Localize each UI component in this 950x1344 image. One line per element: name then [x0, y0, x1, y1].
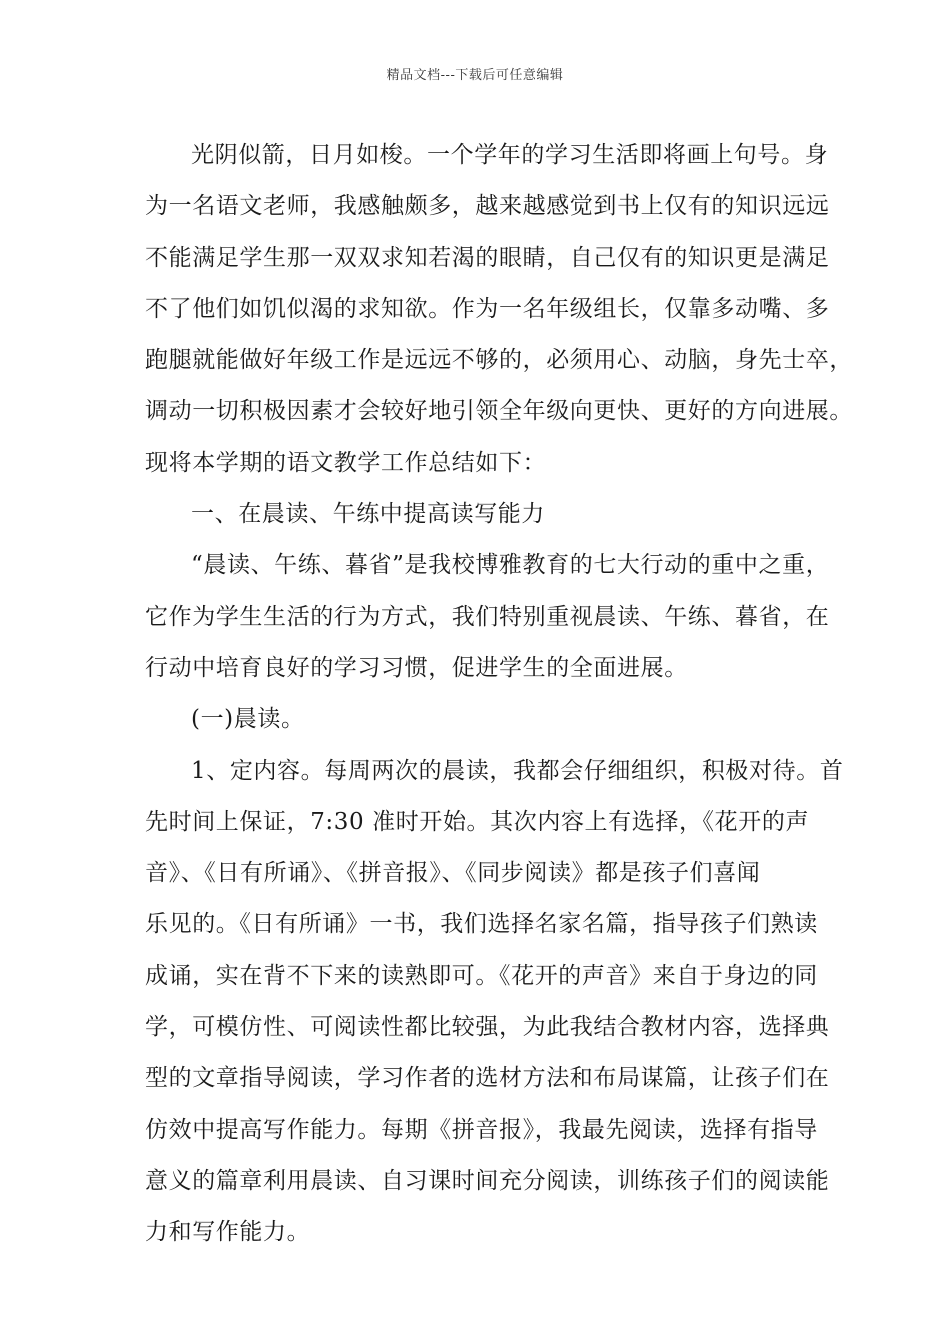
paragraph-line: 调动一切积极因素才会较好地引领全年级向更快、更好的方向进展。	[145, 398, 853, 425]
paragraph-line: “晨读、午练、暮省”是我校博雅教育的七大行动的重中之重，	[191, 552, 830, 579]
paragraph-line: 为一名语文老师，我感触颇多，越来越感觉到书上仅有的知识远远	[145, 193, 830, 220]
paragraph-line: 成诵，实在背不下来的读熟即可。《花开的声音》来自于身边的同	[145, 962, 818, 989]
paragraph-line: 型的文章指导阅读，学习作者的选材方法和布局谋篇，让孩子们在	[145, 1065, 830, 1092]
paragraph-line: 1、定内容。每周两次的晨读，我都会仔细组织，积极对待。首	[191, 757, 844, 784]
paragraph-line: 仿效中提高写作能力。每期《拼音报》，我最先阅读，选择有指导	[145, 1116, 818, 1143]
paragraph-line: 光阴似箭，日月如梭。一个学年的学习生活即将画上句号。身	[191, 142, 829, 168]
paragraph-line: 乐见的。《日有所诵》一书，我们选择名家名篇，指导孩子们熟读	[145, 911, 818, 938]
subsection-heading: (一)晨读。	[191, 706, 305, 733]
document-body	[145, 130, 853, 1259]
paragraph-line: 它作为学生生活的行为方式，我们特别重视晨读、午练、暮省，在	[145, 603, 830, 630]
paragraph-line: 行动中培育良好的学习习惯，促进学生的全面进展。	[145, 654, 688, 681]
paragraph-line: 先时间上保证，7:30 准时开始。其次内容上有选择，《花开的声	[145, 808, 810, 835]
paragraph-line: 音》、《日有所诵》、《拼音报》、《同步阅读》都是孩子们喜闻	[145, 860, 761, 887]
section-heading: 一、在晨读、午练中提高读写能力	[191, 501, 545, 528]
paragraph-line: 学，可模仿性、可阅读性都比较强，为此我结合教材内容，选择典	[145, 1014, 830, 1041]
page-header: 精品文档---下载后可任意编辑	[386, 68, 564, 83]
paragraph-line: 不了他们如饥似渴的求知欲。作为一名年级组长，仅靠多动嘴、多	[145, 295, 830, 322]
paragraph-line: 跑腿就能做好年级工作是远远不够的，必须用心、动脑，身先士卒，	[145, 347, 853, 374]
paragraph-line: 力和写作能力。	[145, 1219, 311, 1246]
paragraph-line: 现将本学期的语文教学工作总结如下：	[145, 449, 547, 476]
paragraph-line: 意义的篇章利用晨读、自习课时间充分阅读，训练孩子们的阅读能	[145, 1167, 830, 1194]
paragraph-line: 不能满足学生那一双双求知若渴的眼睛，自己仅有的知识更是满足	[145, 244, 830, 271]
